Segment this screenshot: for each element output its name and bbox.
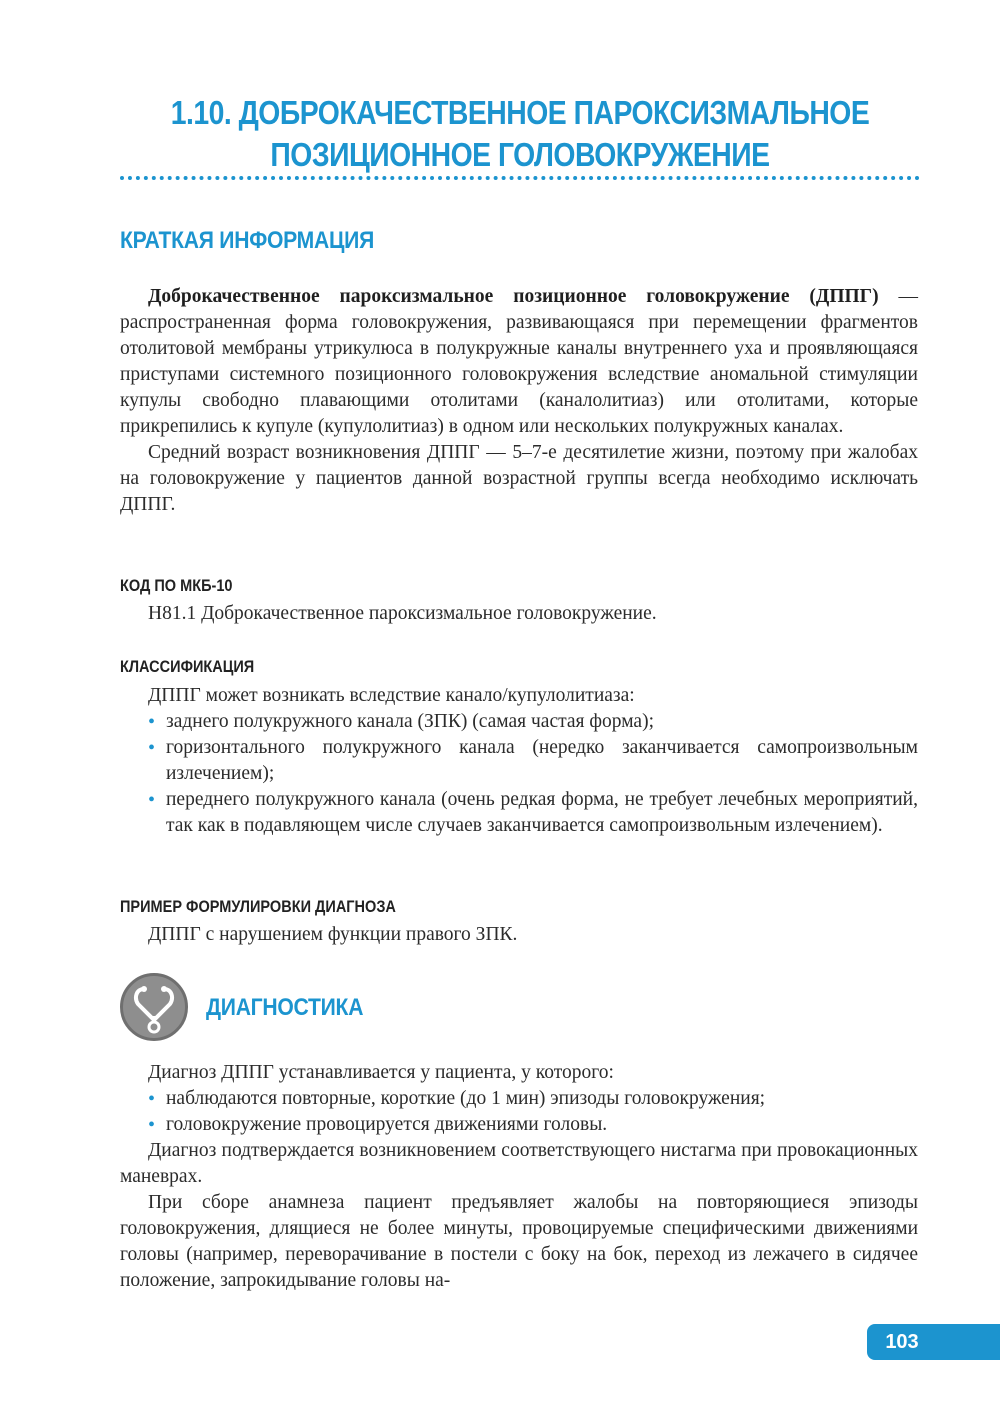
diagnosis-example-heading: ПРИМЕР ФОРМУЛИРОВКИ ДИАГНОЗА	[120, 898, 396, 916]
definition-paragraph	[120, 284, 918, 440]
page-number: 103	[885, 1331, 919, 1353]
diagnostics-intro: Диагноз ДППГ устанавливается у пациента, у которого:	[148, 1062, 614, 1083]
classification-list	[120, 709, 918, 839]
icd-section	[120, 601, 918, 627]
page-number-tab	[867, 1324, 1000, 1360]
anamnesis-paragraph: При сборе анамнеза пациент предъявляет жалобы на повторяющиеся эпизоды головокружения, длящиеся не более минуты, провоцируемые специфическими движениями головы (например, переворачивание в постели с боку на бок, переход из лежачего в сидячее положение, запрокидывание головы на-	[120, 1192, 918, 1291]
diagnosis-example-section	[120, 922, 918, 948]
icd-text: H81.1 Доброкачественное пароксизмальное головокружение.	[148, 603, 657, 624]
chapter-title	[159, 92, 881, 176]
bullet-icon: •	[148, 1114, 156, 1136]
list-item: • горизонтального полукружного канала (нередко заканчивается самопроизвольным излечением);	[148, 737, 918, 784]
classification-heading: КЛАССИФИКАЦИЯ	[120, 658, 255, 676]
list-item: • переднего полукружного канала (очень редкая форма, не требует лечебных мероприятий, так как в подавляющем числе случаев заканчивается самопроизвольным излечением).	[148, 789, 918, 836]
chapter-title-line-1: 1.10. ДОБРОКАЧЕСТВЕННОЕ ПАРОКСИЗМАЛЬНОЕ	[170, 94, 870, 131]
bullet-icon: •	[148, 711, 156, 733]
diagnostics-list	[120, 1086, 918, 1138]
chapter-title-line-2: ПОЗИЦИОННОЕ ГОЛОВОКРУЖЕНИЕ	[270, 136, 770, 173]
bullet-icon: •	[148, 737, 156, 759]
summary-section	[120, 284, 918, 518]
list-item: • головокружение провоцируется движениями головы.	[148, 1114, 608, 1136]
bullet-icon: •	[148, 789, 156, 811]
bullet-icon: •	[148, 1088, 156, 1110]
diagnostics-section	[120, 1060, 918, 1294]
summary-heading: КРАТКАЯ ИНФОРМАЦИЯ	[120, 227, 374, 254]
list-item: • наблюдаются повторные, короткие (до 1 мин) эпизоды головокружения;	[148, 1088, 766, 1110]
diagnostics-heading: ДИАГНОСТИКА	[206, 994, 364, 1021]
classification-intro: ДППГ может возникать вследствие канало/купулолитиаза:	[148, 685, 635, 706]
confirm-paragraph: Диагноз подтверждается возникновением соответствующего нистагма при провокационных маневрах.	[120, 1140, 918, 1187]
icd-heading: КОД ПО МКБ-10	[120, 577, 233, 595]
stethoscope-icon	[120, 973, 188, 1041]
list-item: • заднего полукружного канала (ЗПК) (самая частая форма);	[148, 711, 654, 733]
age-paragraph: Средний возраст возникновения ДППГ — 5–7-е десятилетие жизни, поэтому при жалобах на головокружение у пациентов данной возрастной группы всегда необходимо исключать ДППГ.	[120, 442, 918, 515]
definition-text: — распространенная форма головокружения, развивающаяся при перемещении фрагментов отолитовой мембраны утрикулюса в полукружные каналы внутреннего уха и проявляющаяся приступами системного позиционного головокружения вследствие аномальной стимуляции купулы свободно плавающими отолитами (каналолитиаз) или отолитами, которые прикрепились к купуле (купулолитиаз) в одном или нескольких полукружных каналах.	[120, 286, 919, 437]
classification-section	[120, 683, 918, 839]
diagnosis-example-text: ДППГ с нарушением функции правого ЗПК.	[148, 924, 518, 945]
title-divider	[120, 176, 920, 180]
definition-term: Доброкачественное пароксизмальное позиционное головокружение (ДППГ)	[148, 286, 879, 307]
